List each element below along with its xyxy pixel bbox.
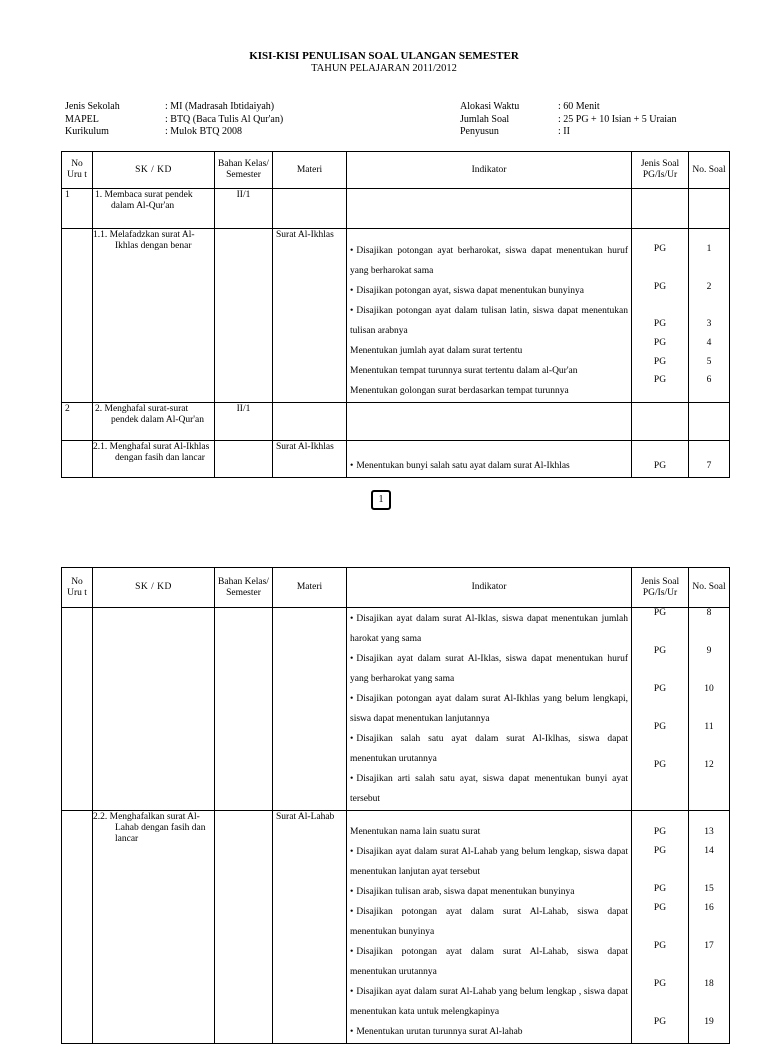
soal-number: 9 — [706, 646, 712, 656]
indicator-item: • Disajikan tulisan arab, siswa dapat menentukan bunyinya — [350, 882, 628, 902]
indicator-item: • Disajikan ayat dalam surat Al-Iklas, siswa dapat menentukan jumlah harokat yang sama — [350, 609, 628, 649]
col-header-no-soal: No. Soal — [689, 568, 730, 608]
soal-number: 17 — [704, 941, 714, 951]
materi-cell: Surat Al-Lahab — [273, 811, 347, 1044]
table-row — [62, 441, 730, 478]
jenis-value: PG — [653, 244, 667, 254]
kisi-kisi-table-page1 — [61, 151, 730, 478]
jenis-value: PG — [653, 884, 667, 894]
jenis-cell — [632, 229, 689, 403]
jenis-cell — [632, 441, 689, 478]
info-value: : BTQ (Baca Tulis Al Qur'an) — [165, 113, 284, 125]
soal-number: 3 — [706, 319, 712, 329]
bahan-cell — [215, 229, 273, 403]
page-number-badge: 1 — [371, 490, 391, 510]
indicator-item: • Disajikan potongan ayat berharokat, siswa dapat menentukan huruf yang berharokat sama — [350, 241, 628, 281]
soal-number: 8 — [706, 608, 712, 618]
jenis-value: PG — [653, 846, 667, 856]
indicator-item: • Menentukan bunyi salah satu ayat dalam surat Al-Ikhlas — [350, 456, 628, 476]
no-soal-cell — [689, 229, 730, 403]
row-number — [62, 608, 93, 811]
bahan-cell — [215, 441, 273, 478]
soal-number: 15 — [704, 884, 714, 894]
jenis-value: PG — [653, 608, 667, 618]
info-label: Jenis Sekolah — [65, 101, 120, 112]
bahan-cell: II/1 — [215, 403, 273, 441]
soal-number: 7 — [706, 461, 712, 471]
col-header-jenis-soal: Jenis Soal PG/Is/Ur — [632, 152, 689, 189]
soal-number: 12 — [704, 760, 714, 770]
jenis-value: PG — [653, 722, 667, 732]
info-label: Alokasi Waktu — [460, 101, 520, 112]
soal-number: 5 — [706, 357, 712, 367]
col-header-indikator: Indikator — [347, 568, 632, 608]
jenis-cell — [632, 189, 689, 229]
sk-kd-cell: 1.1. Melafadzkan surat Al-Ikhlas dengan benar — [93, 229, 215, 403]
soal-number: 1 — [706, 244, 712, 254]
jenis-value: PG — [653, 941, 667, 951]
jenis-cell — [632, 608, 689, 811]
jenis-value: PG — [653, 1017, 667, 1027]
col-header-materi: Materi — [273, 152, 347, 189]
indicator-item: • Disajikan potongan ayat dalam tulisan latin, siswa dapat menentukan tulisan arabnya — [350, 301, 628, 341]
jenis-value: PG — [653, 760, 667, 770]
info-label: MAPEL — [65, 113, 99, 125]
indikator-cell — [347, 608, 632, 811]
bahan-cell: II/1 — [215, 189, 273, 229]
col-header-indikator: Indikator — [347, 152, 632, 189]
sk-kd-cell: 2. Menghafal surat-surat pendek dalam Al-Qur'an — [93, 403, 215, 441]
jenis-value: PG — [653, 684, 667, 694]
table-row — [62, 229, 730, 403]
info-value: : II — [558, 126, 570, 137]
col-header-jenis-soal: Jenis Soal PG/Is/Ur — [632, 568, 689, 608]
jenis-value: PG — [653, 461, 667, 471]
sk-kd-cell — [93, 608, 215, 811]
jenis-value: PG — [653, 282, 667, 292]
table-header-row — [62, 568, 730, 608]
sk-kd-cell: 2.2. Menghafalkan surat Al-Lahab dengan fasih dan lancar — [93, 811, 215, 1044]
soal-number: 10 — [704, 684, 714, 694]
col-header-bahan: Bahan Kelas/ Semester — [215, 568, 273, 608]
table-row — [62, 403, 730, 441]
indikator-cell — [347, 229, 632, 403]
col-header-no-urut: No Uru t — [62, 568, 93, 608]
materi-cell — [273, 403, 347, 441]
row-number — [62, 441, 93, 478]
jenis-value: PG — [653, 375, 667, 385]
table-row — [62, 811, 730, 1044]
indicator-item: Menentukan jumlah ayat dalam surat tertentu — [350, 346, 523, 356]
materi-cell — [273, 608, 347, 811]
soal-number: 13 — [704, 827, 714, 837]
materi-cell: Surat Al-Ikhlas — [273, 229, 347, 403]
jenis-value: PG — [653, 979, 667, 989]
document-title: KISI-KISI PENULISAN SOAL ULANGAN SEMESTER — [249, 50, 519, 62]
indicator-item: • Disajikan ayat dalam surat Al-Iklas, siswa dapat menentukan huruf yang berharokat yang sama — [350, 649, 628, 689]
no-soal-cell — [689, 608, 730, 811]
jenis-value: PG — [653, 357, 667, 367]
col-header-materi: Materi — [273, 568, 347, 608]
info-value: : 60 Menit — [558, 101, 600, 112]
indikator-cell — [347, 441, 632, 478]
indicator-item: • Disajikan potongan ayat dalam surat Al-Ikhlas yang belum lengkapi, siswa dapat menentukan lanjutannya — [350, 689, 628, 729]
col-header-no-soal: No. Soal — [689, 152, 730, 189]
indicator-item: • Disajikan potongan ayat dalam surat Al-Lahab, siswa dapat menentukan urutannya — [350, 942, 628, 982]
jenis-value: PG — [653, 646, 667, 656]
soal-number: 6 — [706, 375, 712, 385]
jenis-value: PG — [653, 827, 667, 837]
info-right — [460, 101, 677, 139]
indicator-item: • Disajikan potongan ayat dalam surat Al-Lahab, siswa dapat menentukan bunyinya — [350, 902, 628, 942]
col-header-no-urut: No Uru t — [62, 152, 93, 189]
soal-number: 2 — [706, 282, 712, 292]
jenis-cell — [632, 811, 689, 1044]
jenis-value: PG — [653, 338, 667, 348]
row-number: 2 — [62, 403, 93, 441]
info-value: : Mulok BTQ 2008 — [165, 126, 242, 137]
indicator-item: • Disajikan potongan ayat, siswa dapat menentukan bunyinya — [350, 281, 628, 301]
indicator-item: • Disajikan salah satu ayat dalam surat Al-Iklhas, siswa dapat menentukan urutannya — [350, 729, 628, 769]
no-soal-cell — [689, 189, 730, 229]
col-header-sk-kd: SK / KD — [93, 152, 215, 189]
no-soal-cell — [689, 403, 730, 441]
bahan-cell — [215, 608, 273, 811]
soal-number: 11 — [704, 722, 714, 732]
jenis-value: PG — [653, 319, 667, 329]
materi-cell — [273, 189, 347, 229]
indicator-item: Menentukan golongan surat berdasarkan tempat turunnya — [350, 386, 569, 396]
col-header-sk-kd: SK / KD — [93, 568, 215, 608]
table-row — [62, 189, 730, 229]
soal-number: 19 — [704, 1017, 714, 1027]
info-label: Jumlah Soal — [460, 113, 510, 125]
kisi-kisi-table-page2 — [61, 567, 730, 1044]
jenis-cell — [632, 403, 689, 441]
sk-kd-cell: 1. Membaca surat pendek dalam Al-Qur'an — [93, 189, 215, 229]
col-header-bahan: Bahan Kelas/ Semester — [215, 152, 273, 189]
info-label: Penyusun — [460, 126, 499, 137]
indicator-item: • Menentukan urutan turunnya surat Al-lahab — [350, 1022, 628, 1042]
materi-cell: Surat Al-Ikhlas — [273, 441, 347, 478]
bahan-cell — [215, 811, 273, 1044]
indicator-item: • Disajikan ayat dalam surat Al-Lahab yang belum lengkap , siswa dapat menentukan kata untuk melengkapinya — [350, 982, 628, 1022]
info-left — [65, 101, 283, 139]
row-number: 1 — [62, 189, 93, 229]
indicator-item: • Disajikan arti salah satu ayat, siswa dapat menentukan bunyi ayat tersebut — [350, 769, 628, 809]
soal-number: 14 — [704, 846, 714, 856]
no-soal-cell — [689, 811, 730, 1044]
indicator-item: • Disajikan ayat dalam surat Al-Lahab yang belum lengkap, siswa dapat menentukan lanjutan ayat tersebut — [350, 842, 628, 882]
soal-number: 16 — [704, 903, 714, 913]
row-number — [62, 811, 93, 1044]
jenis-value: PG — [653, 903, 667, 913]
row-number — [62, 229, 93, 403]
soal-number: 4 — [706, 338, 712, 348]
info-value: : MI (Madrasah Ibtidaiyah) — [165, 101, 275, 112]
sk-kd-cell: 2.1. Menghafal surat Al-Ikhlas dengan fasih dan lancar — [93, 441, 215, 478]
soal-number: 18 — [704, 979, 714, 989]
indicator-item: Menentukan nama lain suatu surat — [350, 827, 481, 837]
table-header-row — [62, 152, 730, 189]
indikator-cell — [347, 189, 632, 229]
indikator-cell — [347, 403, 632, 441]
document-subtitle: TAHUN PELAJARAN 2011/2012 — [311, 63, 457, 74]
info-value: : 25 PG + 10 Isian + 5 Uraian — [558, 113, 677, 125]
info-label: Kurikulum — [65, 126, 109, 137]
no-soal-cell — [689, 441, 730, 478]
indicator-item: Menentukan tempat turunnya surat tertentu dalam al-Qur'an — [350, 366, 578, 376]
table-row — [62, 608, 730, 811]
indikator-cell — [347, 811, 632, 1044]
